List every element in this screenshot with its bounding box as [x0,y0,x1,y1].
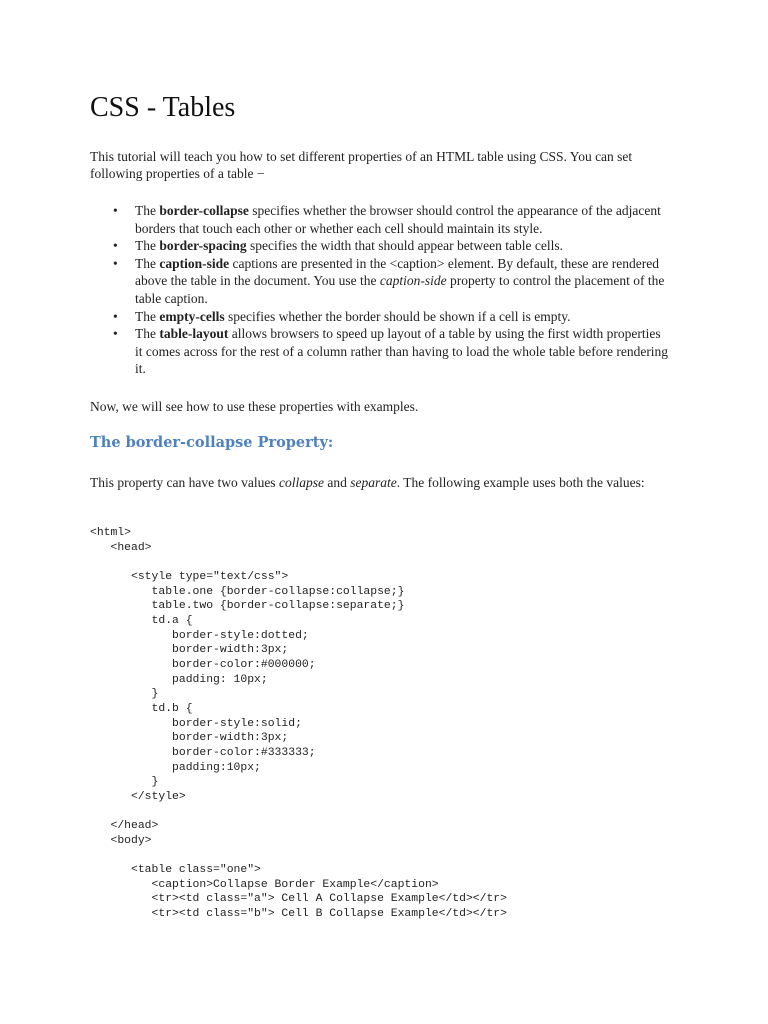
code-line: table.one {border-collapse:collapse;} [90,585,405,598]
list-item-prefix: The [135,308,160,324]
list-item-prefix: The [135,238,160,254]
list-item [90,308,670,326]
values-text-part1: This property can have two values [90,475,279,490]
values-paragraph [90,474,680,491]
code-line: border-style:solid; [90,717,302,730]
property-term: border-collapse [159,203,249,218]
code-line: td.a { [90,614,193,627]
list-item [90,325,670,378]
code-line: <table class="one"> [90,864,261,877]
list-item-prefix: The [135,326,160,342]
code-line: border-color:#000000; [90,658,316,671]
list-item [90,255,670,308]
intro-paragraph: This tutorial will teach you how to set different properties of an HTML table using CSS. You can set following properties of a table − [90,149,633,181]
code-line: </head> [90,820,159,833]
property-term: caption-side [159,255,230,271]
examples-intro: Now, we will see how to use these properties with examples. [90,399,419,414]
bullet-icon: • [113,203,118,218]
code-line: table.two {border-collapse:separate;} [90,600,405,613]
list-item-text: captions are presented in the <caption> element. By default, these are rendered above the table in the document. You use the [135,255,659,289]
property-term: border-spacing [159,238,247,254]
properties-list [90,202,680,378]
code-line: <body> [90,834,152,847]
section-heading: The border-collapse Property: [90,434,334,451]
code-block [90,526,507,922]
code-line: <style type="text/css"> [90,570,289,583]
code-line: padding: 10px; [90,673,268,686]
italic-term: caption-side [379,273,447,289]
code-line: padding:10px; [90,761,261,774]
bullet-icon: • [113,238,118,254]
code-line: </style> [90,790,186,803]
value-separate: separate [350,475,397,490]
bullet-icon: • [113,326,118,342]
code-line: <tr><td class="a"> Cell A Collapse Example</td></tr> [90,893,507,906]
list-item-text: specifies whether the border should be shown if a cell is empty. [224,308,571,324]
code-line: <html> [90,527,132,539]
code-line: border-width:3px; [90,644,289,657]
code-line: <caption>Collapse Border Example</caption> [90,878,439,891]
bullet-icon: • [113,308,118,324]
bullet-icon: • [113,255,118,271]
property-term: table-layout [159,326,229,342]
value-collapse: collapse [278,475,324,490]
page-title: CSS - Tables [90,92,236,123]
list-item [90,202,670,237]
list-item-text: specifies whether the browser should control the appearance of the adjacent borders that touch each other or whether each cell should maintain its style. [135,203,661,236]
code-line: border-color:#333333; [90,746,316,759]
list-item-prefix: The [135,203,160,218]
property-term: empty-cells [159,308,225,324]
list-item-text: allows browsers to speed up layout of a table by using the first width properties it comes across for the rest of a column rather than having to load the whole table before rendering it. [135,326,669,377]
code-line: td.b { [90,702,193,715]
code-line: border-width:3px; [90,732,289,745]
values-text-and: and [323,475,351,490]
code-line: } [90,776,159,789]
code-line: <tr><td class="b"> Cell B Collapse Example</td></tr> [90,908,507,921]
code-line: } [90,688,159,701]
list-item-prefix: The [135,255,160,271]
values-text-part2: . The following example uses both the values: [396,475,645,490]
code-line: border-style:dotted; [90,629,309,642]
list-item-text: specifies the width that should appear between table cells. [246,238,564,254]
code-line: <head> [90,541,152,554]
list-item-text-continued: property to control the placement of the table caption. [135,273,665,306]
list-item [90,237,670,255]
